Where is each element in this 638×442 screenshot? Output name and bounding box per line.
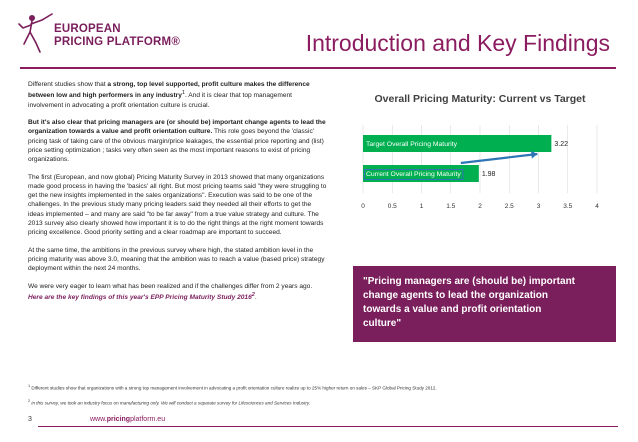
paragraph-1: [28, 80, 328, 110]
tick-label-1: 0.5: [387, 203, 397, 210]
pull-quote: [353, 266, 616, 342]
logo: [14, 8, 194, 58]
p2-text: This role goes beyond the 'classic' pricing task of taking care of the obvious margin/price leakages, the essential price reporting and (list) price setting optimization ; tasks very often seen as the most important reasons to exist of pricing organizations.: [28, 128, 324, 164]
p5-text-a: We were very eager to learn what has been realized and if the challenges differ from 2 years ago.: [28, 282, 313, 290]
chart-plot: [345, 83, 615, 215]
page-number: 3: [28, 416, 32, 423]
p1-text-a: Different studies show that: [28, 81, 108, 88]
tick-label-2: 1: [419, 203, 424, 210]
tick-label-6: 3: [536, 203, 541, 210]
p5-text-b: .: [254, 294, 257, 302]
p5-footnote-ref: 2: [251, 291, 255, 298]
footer-divider: [38, 426, 618, 427]
paragraph-2: [28, 118, 328, 164]
url-prefix: www.: [90, 416, 107, 423]
bar-value-label-0: 3.22: [554, 141, 568, 148]
logo-line2: PRICING PLATFORM®: [54, 36, 181, 48]
maturity-chart: [345, 83, 615, 215]
paragraph-4: At the same time, the ambitions in the previous survey where high, the stated ambition level in the pricing maturity was above 3.0, meaning that the ambition was to reach a value (based price) strategy deployment within the next 24 months.: [28, 246, 325, 273]
p5-highlight: Here are the key findings of this year's EPP Pricing Maturity Study 2016: [28, 294, 252, 302]
tick-label-5: 2.5: [504, 203, 514, 210]
paragraph-5: [28, 282, 328, 303]
fencer-logo-icon: [14, 8, 54, 56]
body-text: [28, 80, 328, 310]
website-link[interactable]: [90, 416, 165, 423]
footnote-1: [28, 383, 618, 392]
logo-line1: EUROPEAN: [54, 23, 121, 35]
p1-bold: a strong, top level supported, profit culture makes the difference between low and high performers in any industry: [28, 81, 310, 100]
url-suffix: platform.eu: [130, 416, 166, 423]
footnote-1-num: 1: [28, 384, 31, 388]
chart-title: Overall Pricing Maturity: Current vs Target: [374, 93, 586, 105]
trend-arrow-shaft: [461, 154, 538, 163]
quote-line-1: "Pricing managers are (should be) important: [363, 276, 576, 287]
footnote-2-text: in this survey, we took an industry focus on manufacturing only. We will conduct a separate survey for Lifesciences and Services Industry.: [30, 400, 311, 406]
p1-text-b: . And it is clear that top management involvement in advocating a profit orientation culture is crucial.: [28, 92, 292, 109]
bar-value-label-1: 1.98: [481, 171, 496, 178]
title-divider: [20, 67, 616, 69]
page-footer: [28, 415, 618, 429]
tick-label-3: 1.5: [446, 203, 456, 210]
footnote-2-num: 2: [28, 398, 31, 403]
tick-label-4: 2: [478, 203, 482, 210]
tick-label-8: 4: [595, 203, 599, 210]
bar-category-label-0: Target Overall Pricing Maturity: [366, 141, 458, 148]
quote-line-3: towards a value and profit orientation: [363, 304, 542, 315]
p2-bold: But it's also clear that pricing managers are (or should be) important change agents to lead the organization towards a value and profit orientation culture.: [28, 119, 326, 136]
page-title: Introduction and Key Findings: [305, 30, 610, 56]
footnotes: [28, 383, 618, 412]
quote-line-2: change agents to lead the organization: [363, 290, 549, 301]
tick-label-0: 0: [361, 203, 365, 210]
tick-label-7: 3.5: [563, 203, 573, 210]
p1-footnote-ref: 1: [181, 90, 185, 97]
bar-category-label-1: Current Overall Pricing Maturity: [366, 171, 461, 178]
url-bold: pricing: [106, 416, 131, 423]
footnote-2: [28, 398, 618, 407]
paragraph-3: The first (European, and now global) Pricing Maturity Survey in 2013 showed that many organizations made good process in having the 'basics' all right. But most pricing teams said "they were struggling to get the new insights implemented in the sales organizations". Execution was said to be one of the challenges. In the previous study many pricing leaders said they needed all their efforts to get the ideas implemented – and many are said "to be far away" from a true value strategy and culture. The 2013 survey also clearly showed how important it is to do the right things at the right moment towards pricing excellence. Good priority setting and a clear roadmap are important to succeed.: [28, 173, 327, 237]
footnote-1-text: Different studies show that organizations with a strong top management involvement in advocating a profit orientation culture realize up to 25% higher return on sales – SKP Global Pricing Study 2012.: [30, 385, 437, 391]
quote-line-4: culture": [363, 318, 402, 329]
